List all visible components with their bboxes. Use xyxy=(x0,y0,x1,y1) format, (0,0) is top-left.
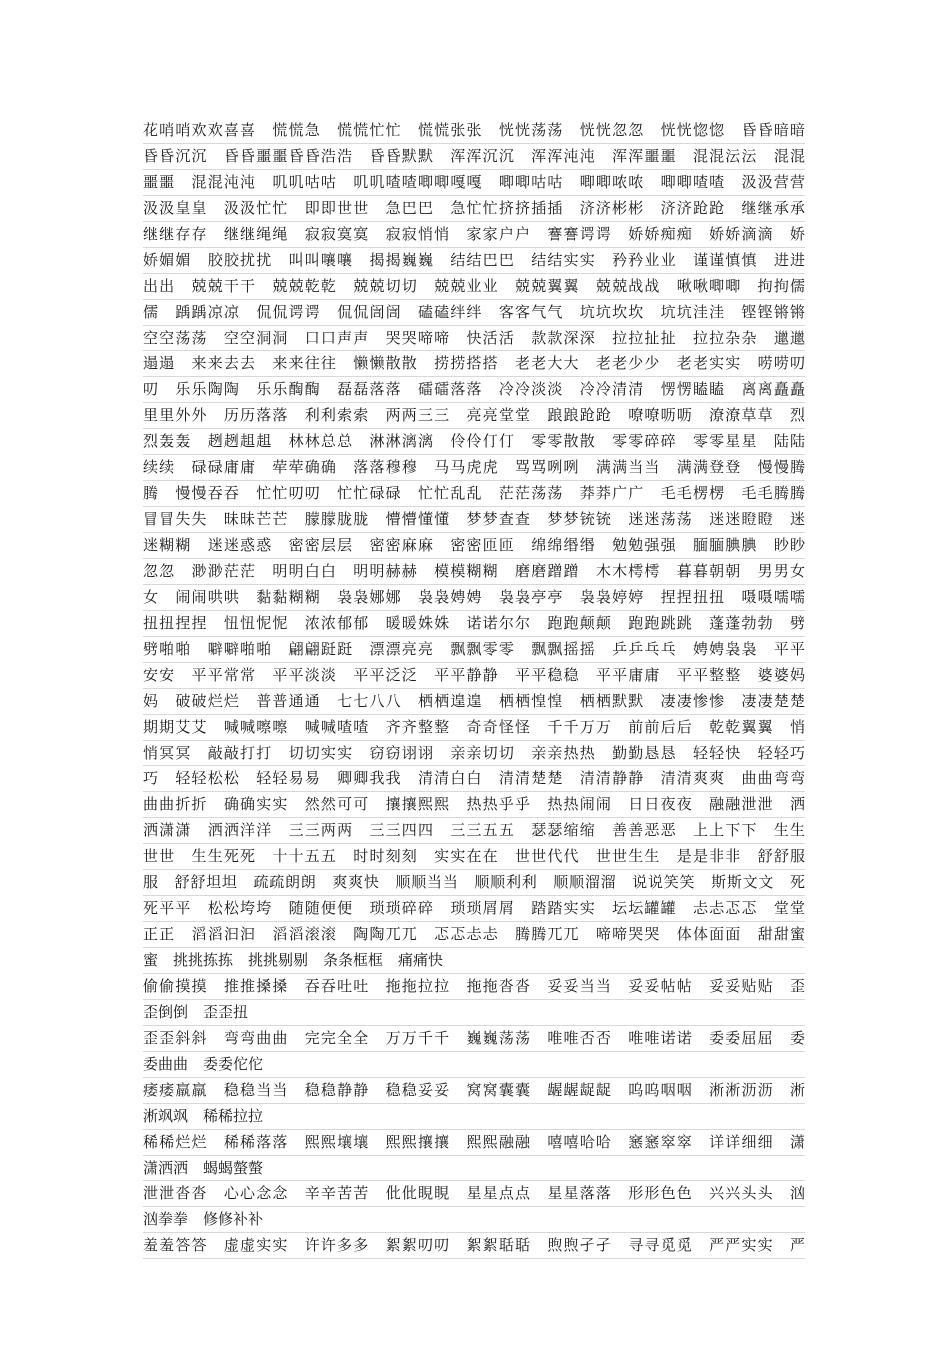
text-line: 歪倒倒 歪歪扭 xyxy=(143,1000,805,1026)
text-line: 迷糊糊 迷迷惑惑 密密层层 密密麻麻 密密匝匝 绵绵缗缗 勉勉强强 腼腼腆腆 眇眇 xyxy=(143,533,805,559)
text-line: 里里外外 历历落落 利利索索 两两三三 亮亮堂堂 踉踉跄跄 嘹嘹呖呖 潦潦草草 烈 xyxy=(143,403,805,429)
text-line: 世世 生生死死 十十五五 时时刻刻 实实在在 世世代代 世世生生 是是非非 舒舒服 xyxy=(143,844,805,870)
text-line: 妈 破破烂烂 普普通通 七七八八 栖栖遑遑 栖栖惶惶 栖栖默默 凄凄惨惨 凄凄楚楚 xyxy=(143,689,805,715)
text-line: 劈啪啪 噼噼啪啪 翩翩跹跹 漂漂亮亮 飘飘零零 飘飘摇摇 乒乒乓乓 娉娉袅袅 平平 xyxy=(143,637,805,663)
text-line: 服 舒舒坦坦 疏疏朗朗 爽爽快 顺顺当当 顺顺利利 顺顺溜溜 说说笑笑 斯斯文文 死 xyxy=(143,870,805,896)
text-line: 汹拳拳 修修补补 xyxy=(143,1207,805,1233)
text-line: 曲曲折折 确确实实 然然可可 攘攘熙熙 热热乎乎 热热闹闹 日日夜夜 融融泄泄 洒 xyxy=(143,792,805,818)
text-line: 儒 踽踽凉凉 侃侃谔谔 侃侃訚訚 磕磕绊绊 客客气气 坑坑坎坎 坑坑洼洼 铿铿锵锵 xyxy=(143,300,805,326)
text-line: 巧 轻轻松松 轻轻易易 卿卿我我 清清白白 清清楚楚 清清静静 清清爽爽 曲曲弯弯 xyxy=(143,766,805,792)
text-line: 噩噩 混混沌沌 叽叽咕咕 叽叽喳喳唧唧嘎嘎 唧唧咕咕 唧唧哝哝 唧唧喳喳 汲汲营营 xyxy=(143,170,805,196)
text-line: 蜜 挑挑拣拣 挑挑剔剔 条条框框 痛痛快 xyxy=(143,948,805,974)
text-line: 痿痿羸羸 稳稳当当 稳稳静静 稳稳妥妥 窝窝囊囊 龌龌龊龊 呜呜咽咽 淅淅沥沥 淅 xyxy=(143,1078,805,1104)
text-line: 续续 碌碌庸庸 荦荦确确 落落穆穆 马马虎虎 骂骂咧咧 满满当当 满满登登 慢慢腾 xyxy=(143,455,805,481)
text-line: 叨 乐乐陶陶 乐乐醄醄 磊磊落落 礌礌落落 冷冷淡淡 冷冷清清 愣愣瞌瞌 离离矗矗 xyxy=(143,377,805,403)
text-line: 出出 兢兢干干 兢兢乾乾 兢兢切切 兢兢业业 兢兢翼翼 兢兢战战 啾啾唧唧 拘拘儒 xyxy=(143,274,805,300)
text-line: 正正 滔滔汩汩 滔滔滚滚 陶陶兀兀 忑忑忐忐 腾腾兀兀 啼啼哭哭 体体面面 甜甜蜜 xyxy=(143,922,805,948)
text-line: 淅飒飒 稀稀拉拉 xyxy=(143,1104,805,1130)
text-line: 空空荡荡 空空洞洞 口口声声 哭哭啼啼 快活活 款款深深 拉拉扯扯 拉拉杂杂 邋邋 xyxy=(143,326,805,352)
text-line: 泄泄沓沓 心心念念 辛辛苦苦 仳仳睍睍 星星点点 星星落落 形形色色 兴兴头头 汹 xyxy=(143,1181,805,1207)
text-line: 死平平 松松垮垮 随随便便 琐琐碎碎 琐琐屑屑 踏踏实实 坛坛罐罐 忐忐忑忑 堂堂 xyxy=(143,896,805,922)
text-line: 稀稀烂烂 稀稀落落 熙熙壤壤 熙熙攘攘 熙熙融融 嘻嘻哈哈 窸窸窣窣 详详细细 潇 xyxy=(143,1130,805,1156)
document-page xyxy=(143,118,805,1259)
text-line: 扭扭捏捏 忸忸怩怩 浓浓郁郁 暖暖姝姝 诺诺尔尔 跑跑颠颠 跑跑跳跳 蓬蓬勃勃 劈 xyxy=(143,611,805,637)
text-line: 遢遢 来来去去 来来往往 懒懒散散 捞捞搭搭 老老大大 老老少少 老老实实 唠唠叨 xyxy=(143,351,805,377)
text-line: 腾 慢慢吞吞 忙忙叨叨 忙忙碌碌 忙忙乱乱 茫茫荡荡 莽莽广广 毛毛楞楞 毛毛腾腾 xyxy=(143,481,805,507)
text-line: 委曲曲 委委佗佗 xyxy=(143,1052,805,1078)
text-line: 偷偷摸摸 推推搡搡 吞吞吐吐 拖拖拉拉 拖拖沓沓 妥妥当当 妥妥帖帖 妥妥贴贴 歪 xyxy=(143,974,805,1000)
text-line: 继继存存 继继绳绳 寂寂寞寞 寂寂悄悄 家家户户 謇謇谔谔 娇娇痴痴 娇娇滴滴 娇 xyxy=(143,222,805,248)
text-line: 忽忽 渺渺茫茫 明明白白 明明赫赫 模模糊糊 磨磨蹭蹭 木木樗樗 暮暮朝朝 男男女 xyxy=(143,559,805,585)
text-line: 昏昏沉沉 昏昏噩噩昏昏浩浩 昏昏默默 浑浑沉沉 浑浑沌沌 浑浑噩噩 混混沄沄 混混 xyxy=(143,144,805,170)
text-line: 悄冥冥 敲敲打打 切切实实 窃窃诩诩 亲亲切切 亲亲热热 勤勤恳恳 轻轻快 轻轻巧 xyxy=(143,741,805,767)
text-line: 烈轰轰 趔趔趄趄 林林总总 淋淋漓漓 伶伶仃仃 零零散散 零零碎碎 零零星星 陆陆 xyxy=(143,429,805,455)
text-line: 汲汲皇皇 汲汲忙忙 即即世世 急巴巴 急忙忙挤挤插插 济济彬彬 济济跄跄 继继承承 xyxy=(143,196,805,222)
text-line: 女 闹闹哄哄 黏黏糊糊 袅袅娜娜 袅袅娉娉 袅袅亭亭 袅袅婷婷 捏捏扭扭 嗫嗫嚅嚅 xyxy=(143,585,805,611)
text-line: 歪歪斜斜 弯弯曲曲 完完全全 万万千千 巍巍荡荡 唯唯否否 唯唯诺诺 委委屈屈 委 xyxy=(143,1026,805,1052)
text-line: 潇洒洒 蝎蝎螫螫 xyxy=(143,1156,805,1182)
text-line: 娇媚媚 胶胶扰扰 叫叫嚷嚷 揭揭巍巍 结结巴巴 结结实实 矜矜业业 谨谨慎慎 进进 xyxy=(143,248,805,274)
text-line: 安安 平平常常 平平淡淡 平平泛泛 平平静静 平平稳稳 平平庸庸 平平整整 婆婆妈 xyxy=(143,663,805,689)
text-line: 期期艾艾 喊喊嚓嚓 喊喊喳喳 齐齐整整 奇奇怪怪 千千万万 前前后后 乾乾翼翼 悄 xyxy=(143,715,805,741)
text-line: 冒冒失失 昧昧芒芒 朦朦胧胧 懵懵懂懂 梦梦查查 梦梦铳铳 迷迷荡荡 迷迷瞪瞪 迷 xyxy=(143,507,805,533)
text-line: 羞羞答答 虚虚实实 许许多多 絮絮叨叨 絮絮聒聒 煦煦孑孑 寻寻觅觅 严严实实 严 xyxy=(143,1233,805,1259)
text-line: 洒潇潇 洒洒洋洋 三三两两 三三四四 三三五五 瑟瑟缩缩 善善恶恶 上上下下 生生 xyxy=(143,818,805,844)
text-line: 花哨哨欢欢喜喜 慌慌急 慌慌忙忙 慌慌张张 恍恍荡荡 恍恍忽忽 恍恍惚惚 昏昏暗暗 xyxy=(143,118,805,144)
